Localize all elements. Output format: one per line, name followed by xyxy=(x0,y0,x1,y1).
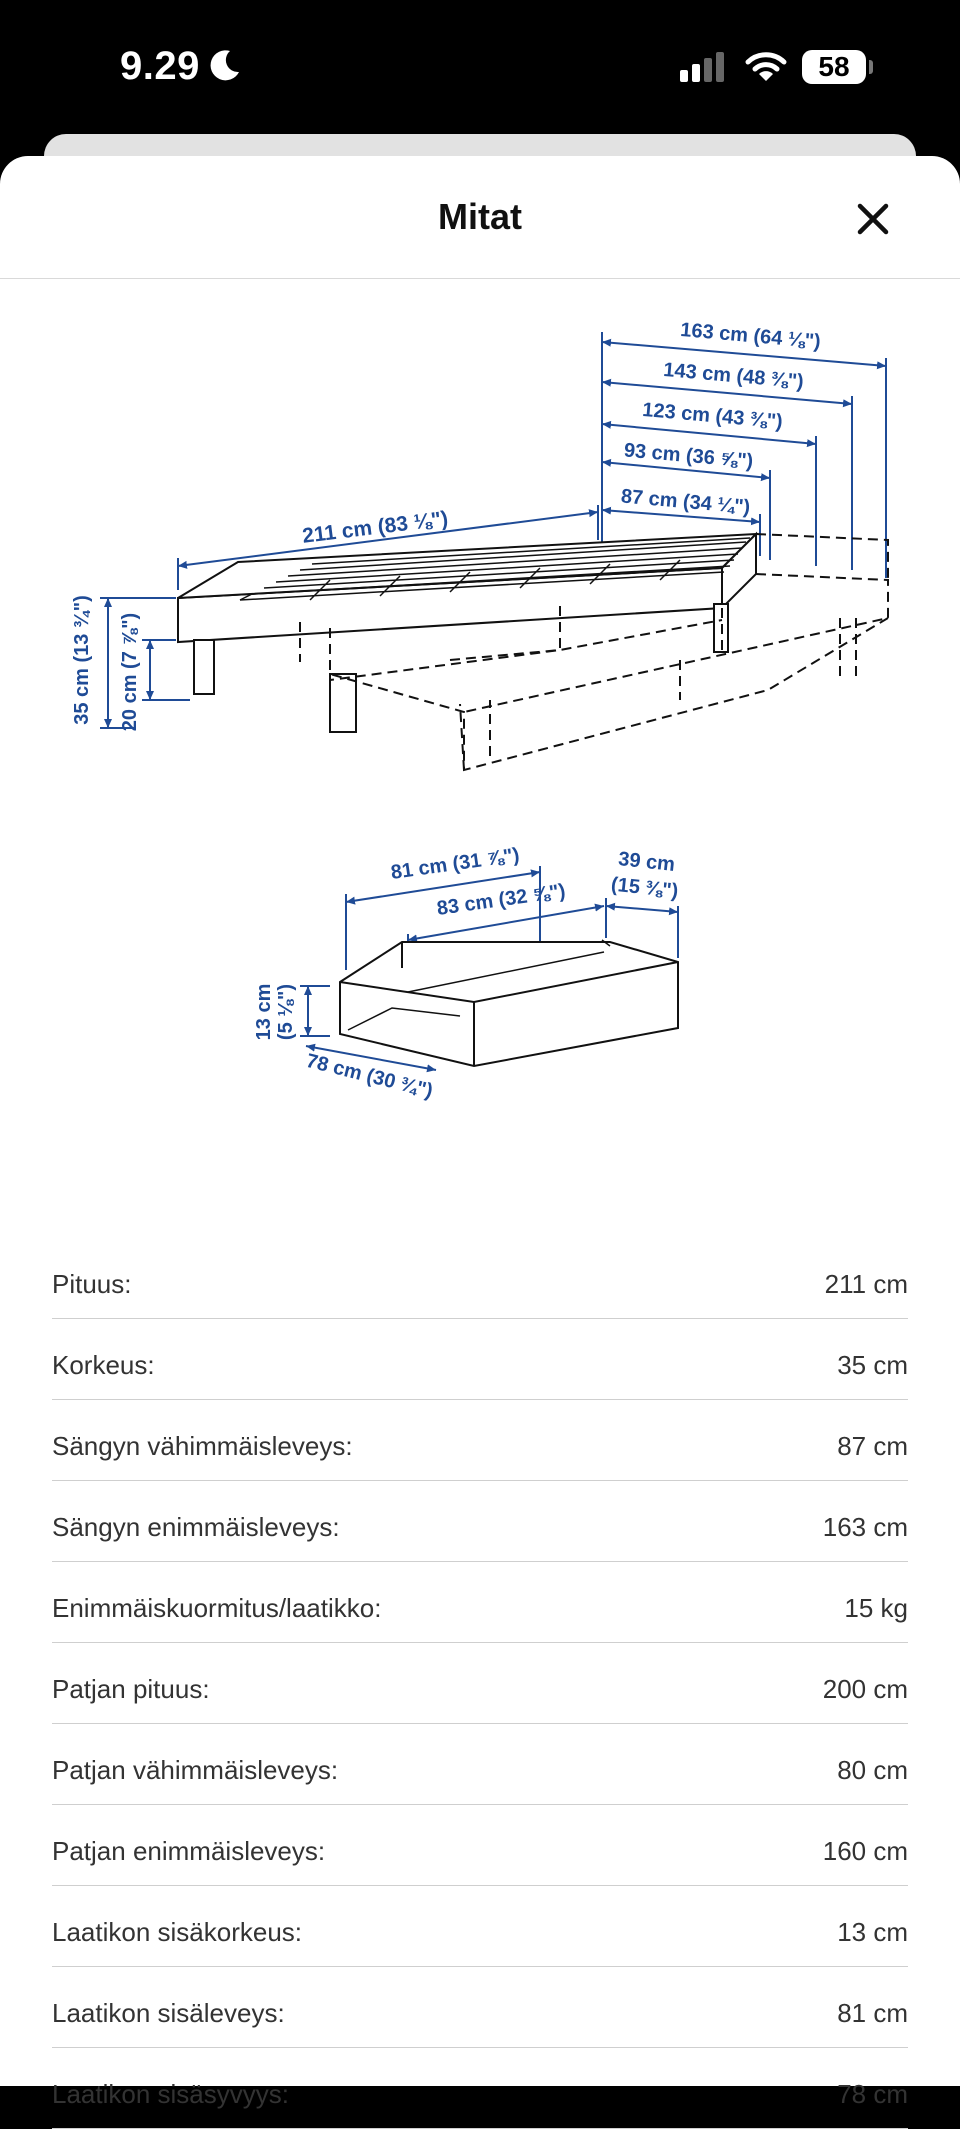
drawer-height-13-inch-label: (5 ⅛") xyxy=(275,983,297,1041)
spec-row xyxy=(52,1238,908,1319)
spec-value: 13 cm xyxy=(837,1916,908,1947)
spec-value: 160 cm xyxy=(822,1835,908,1866)
bed-width-87-label: 87 cm (34 ¼") xyxy=(620,485,752,519)
bed-height-20-label: 20 cm (7 ⅞") xyxy=(119,612,141,732)
spec-row xyxy=(52,1643,908,1724)
spec-value: 81 cm xyxy=(837,1997,908,2028)
page-title: Mitat xyxy=(438,196,522,237)
bed-width-93-label: 93 cm (36 ⅝") xyxy=(623,439,755,473)
spec-value: 87 cm xyxy=(837,1430,908,1461)
spec-label: Patjan pituus: xyxy=(52,1673,210,1704)
spec-row xyxy=(52,2048,908,2129)
drawer-width-81-label: 81 cm (31 ⅞") xyxy=(389,844,521,884)
spec-row xyxy=(52,1967,908,2048)
spec-label: Enimmäiskuormitus/laatikko: xyxy=(52,1592,382,1623)
spec-value: 78 cm xyxy=(837,2078,908,2109)
bed-dimension-lines xyxy=(100,332,886,728)
spec-label: Laatikon sisäkorkeus: xyxy=(52,1916,303,1947)
drawer-width-83-label: 83 cm (32 ⅝") xyxy=(435,880,567,920)
drawer-depth-39-inch-label: (15 ⅜") xyxy=(610,873,680,903)
drawer-height-13-label: 13 cm xyxy=(253,983,275,1041)
drawer-depth-78-label: 78 cm (30 ¾") xyxy=(303,1049,435,1103)
spec-label: Patjan vähimmäisleveys: xyxy=(52,1754,339,1785)
clock: 9.29 xyxy=(120,44,200,88)
spec-label: Laatikon sisäleveys: xyxy=(52,1997,285,2028)
spec-label: Laatikon sisäsyvyys: xyxy=(52,2078,289,2109)
spec-row xyxy=(52,1400,908,1481)
spec-row xyxy=(52,1481,908,1562)
spec-value: 200 cm xyxy=(822,1673,908,1704)
bed-width-163-label: 163 cm (64 ⅛") xyxy=(679,318,822,354)
spec-label: Patjan enimmäisleveys: xyxy=(52,1835,326,1866)
spec-value: 35 cm xyxy=(837,1349,908,1380)
spec-value: 211 cm xyxy=(824,1268,908,1299)
battery-indicator: 58 xyxy=(802,50,866,84)
spec-value: 15 kg xyxy=(844,1592,908,1623)
spec-row xyxy=(52,1805,908,1886)
drawer-depth-39-label: 39 cm xyxy=(617,848,676,876)
spec-label: Pituus: xyxy=(52,1268,132,1299)
spec-row xyxy=(52,1319,908,1400)
drawer-drawing xyxy=(340,940,678,1066)
spec-label: Sängyn enimmäisleveys: xyxy=(52,1511,340,1542)
spec-row xyxy=(52,1724,908,1805)
dimensions-list xyxy=(52,1238,908,2129)
spec-value: 163 cm xyxy=(822,1511,908,1542)
spec-row xyxy=(52,1886,908,1967)
bed-height-35-label: 35 cm (13 ¾") xyxy=(71,595,93,725)
spec-value: 80 cm xyxy=(837,1754,908,1785)
bed-width-123-label: 123 cm (43 ⅜") xyxy=(641,398,784,434)
spec-label: Korkeus: xyxy=(52,1349,155,1380)
spec-label: Sängyn vähimmäisleveys: xyxy=(52,1430,353,1461)
bed-length-label: 211 cm (83 ⅛") xyxy=(301,507,450,548)
bed-width-143-label: 143 cm (48 ⅜") xyxy=(662,358,805,394)
spec-row xyxy=(52,1562,908,1643)
